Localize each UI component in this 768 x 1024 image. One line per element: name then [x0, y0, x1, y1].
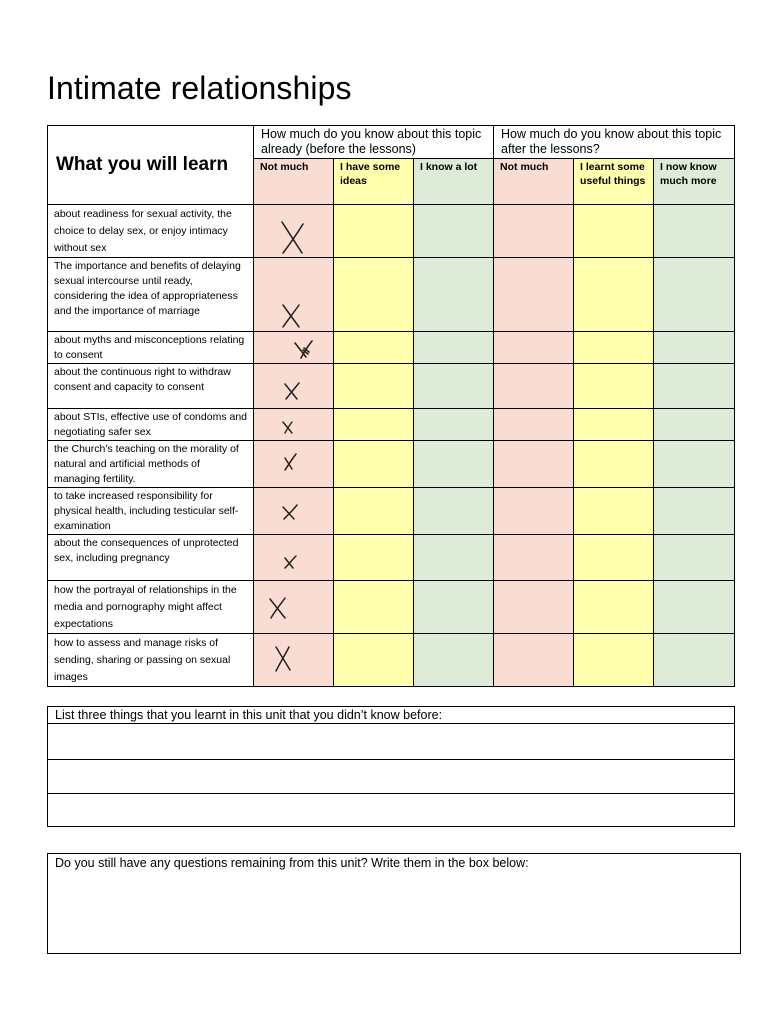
cell-after-learnt-useful[interactable]: [574, 409, 654, 441]
after-lessons-heading: How much do you know about this topic after the lessons?: [494, 126, 735, 159]
answer-line-2[interactable]: [48, 759, 734, 793]
table-row: [48, 634, 735, 687]
answer-line-3[interactable]: [48, 793, 734, 827]
cross-mark: [267, 595, 289, 621]
cell-before-know-a-lot[interactable]: [414, 535, 494, 581]
topic-text: to take increased responsibility for physical health, including testicular self-examination: [48, 488, 254, 535]
topic-text: about readiness for sexual activity, the choice to delay sex, or enjoy intimacy without sex: [48, 205, 254, 258]
topic-text: the Church’s teaching on the morality of natural and artificial methods of managing fertility.: [48, 441, 254, 488]
remaining-questions-prompt: Do you still have any questions remaining from this unit? Write them in the box below:: [55, 856, 529, 870]
cross-mark: [281, 553, 299, 571]
cell-before-know-a-lot[interactable]: [414, 258, 494, 332]
cell-before-some-ideas[interactable]: [334, 332, 414, 364]
page-title: Intimate relationships: [47, 70, 352, 106]
cell-after-not-much[interactable]: [494, 488, 574, 535]
remaining-questions-box: [47, 853, 741, 954]
topic-text: how to assess and manage risks of sending, sharing or passing on sexual images: [48, 634, 254, 687]
cell-before-not-much[interactable]: [254, 488, 334, 535]
cell-after-not-much[interactable]: [494, 535, 574, 581]
cross-mark: [281, 451, 299, 473]
cell-before-not-much[interactable]: [254, 441, 334, 488]
cell-after-learnt-useful[interactable]: [574, 581, 654, 634]
cell-after-know-much-more[interactable]: [654, 364, 735, 409]
cell-after-learnt-useful[interactable]: [574, 364, 654, 409]
cell-before-some-ideas[interactable]: [334, 409, 414, 441]
what-you-will-learn-heading: What you will learn: [48, 126, 254, 205]
topic-text: how the portrayal of relationships in the media and pornography might affect expectations: [48, 581, 254, 634]
cell-before-not-much[interactable]: [254, 205, 334, 258]
column-header-before-some-ideas: I have some ideas: [334, 159, 414, 205]
table-row: [48, 488, 735, 535]
topic-text: about the continuous right to withdraw consent and capacity to consent: [48, 364, 254, 409]
cell-after-not-much[interactable]: [494, 364, 574, 409]
questions-answer-area[interactable]: [48, 871, 740, 951]
column-header-before-know-a-lot: I know a lot: [414, 159, 494, 205]
cell-before-know-a-lot[interactable]: [414, 205, 494, 258]
cell-after-know-much-more[interactable]: [654, 581, 735, 634]
cell-before-some-ideas[interactable]: [334, 441, 414, 488]
cross-mark: [292, 338, 316, 360]
column-header-before-not-much: Not much: [254, 159, 334, 205]
cell-before-some-ideas[interactable]: [334, 634, 414, 687]
cell-after-learnt-useful[interactable]: [574, 488, 654, 535]
before-lessons-heading: How much do you know about this topic already (before the lessons): [254, 126, 494, 159]
cell-after-know-much-more[interactable]: [654, 332, 735, 364]
cell-after-learnt-useful[interactable]: [574, 205, 654, 258]
cell-before-know-a-lot[interactable]: [414, 488, 494, 535]
cell-after-learnt-useful[interactable]: [574, 441, 654, 488]
cell-after-know-much-more[interactable]: [654, 409, 735, 441]
cell-after-know-much-more[interactable]: [654, 205, 735, 258]
cell-before-some-ideas[interactable]: [334, 581, 414, 634]
column-header-after-know-much-more: I now know much more: [654, 159, 735, 205]
cell-before-know-a-lot[interactable]: [414, 581, 494, 634]
table-row: [48, 258, 735, 332]
learning-table: [47, 125, 735, 687]
cell-after-know-much-more[interactable]: [654, 535, 735, 581]
topic-text: about myths and misconceptions relating to consent: [48, 332, 254, 364]
cell-after-know-much-more[interactable]: [654, 441, 735, 488]
cross-mark: [280, 302, 302, 330]
cell-before-some-ideas[interactable]: [334, 488, 414, 535]
cell-after-not-much[interactable]: [494, 634, 574, 687]
learnt-things-box: [47, 706, 735, 827]
table-row: [48, 205, 735, 258]
cross-mark: [280, 502, 300, 522]
cell-after-learnt-useful[interactable]: [574, 258, 654, 332]
table-row: [48, 581, 735, 634]
cell-before-not-much[interactable]: [254, 409, 334, 441]
table-row: [48, 364, 735, 409]
table-row: [48, 332, 735, 364]
cell-after-not-much[interactable]: [494, 332, 574, 364]
cell-after-not-much[interactable]: [494, 258, 574, 332]
cell-before-not-much[interactable]: [254, 535, 334, 581]
table-row: [48, 441, 735, 488]
column-header-after-not-much: Not much: [494, 159, 574, 205]
cell-after-know-much-more[interactable]: [654, 258, 735, 332]
cell-after-know-much-more[interactable]: [654, 634, 735, 687]
cell-before-know-a-lot[interactable]: [414, 441, 494, 488]
cell-after-not-much[interactable]: [494, 409, 574, 441]
cell-before-know-a-lot[interactable]: [414, 332, 494, 364]
cross-mark: [272, 644, 294, 674]
cross-mark: [278, 218, 306, 256]
cell-after-learnt-useful[interactable]: [574, 332, 654, 364]
cell-after-know-much-more[interactable]: [654, 488, 735, 535]
cell-before-not-much[interactable]: [254, 634, 334, 687]
topic-text: about the consequences of unprotected sex, including pregnancy: [48, 535, 254, 581]
cell-after-not-much[interactable]: [494, 441, 574, 488]
table-row: [48, 535, 735, 581]
cell-before-some-ideas[interactable]: [334, 205, 414, 258]
answer-line-1[interactable]: [48, 723, 734, 759]
cross-mark: [282, 380, 302, 402]
topic-text: The importance and benefits of delaying sexual intercourse until ready, considering the idea of appropriateness and the importance of marriage: [48, 258, 254, 332]
table-row: [48, 409, 735, 441]
learnt-things-prompt: List three things that you learnt in this unit that you didn’t know before:: [55, 708, 443, 722]
cell-after-not-much[interactable]: [494, 205, 574, 258]
cell-after-learnt-useful[interactable]: [574, 535, 654, 581]
cell-before-some-ideas[interactable]: [334, 258, 414, 332]
topic-text: about STIs, effective use of condoms and negotiating safer sex: [48, 409, 254, 441]
cell-after-learnt-useful[interactable]: [574, 634, 654, 687]
cell-before-know-a-lot[interactable]: [414, 409, 494, 441]
cell-before-not-much[interactable]: [254, 581, 334, 634]
cell-before-not-much[interactable]: [254, 258, 334, 332]
cell-before-some-ideas[interactable]: [334, 535, 414, 581]
cross-mark: [280, 419, 296, 435]
cell-before-know-a-lot[interactable]: [414, 364, 494, 409]
cell-before-not-much[interactable]: [254, 364, 334, 409]
column-header-after-learnt-useful: I learnt some useful things: [574, 159, 654, 205]
cell-before-not-much[interactable]: [254, 332, 334, 364]
cell-after-not-much[interactable]: [494, 581, 574, 634]
cell-before-know-a-lot[interactable]: [414, 634, 494, 687]
cell-before-some-ideas[interactable]: [334, 364, 414, 409]
